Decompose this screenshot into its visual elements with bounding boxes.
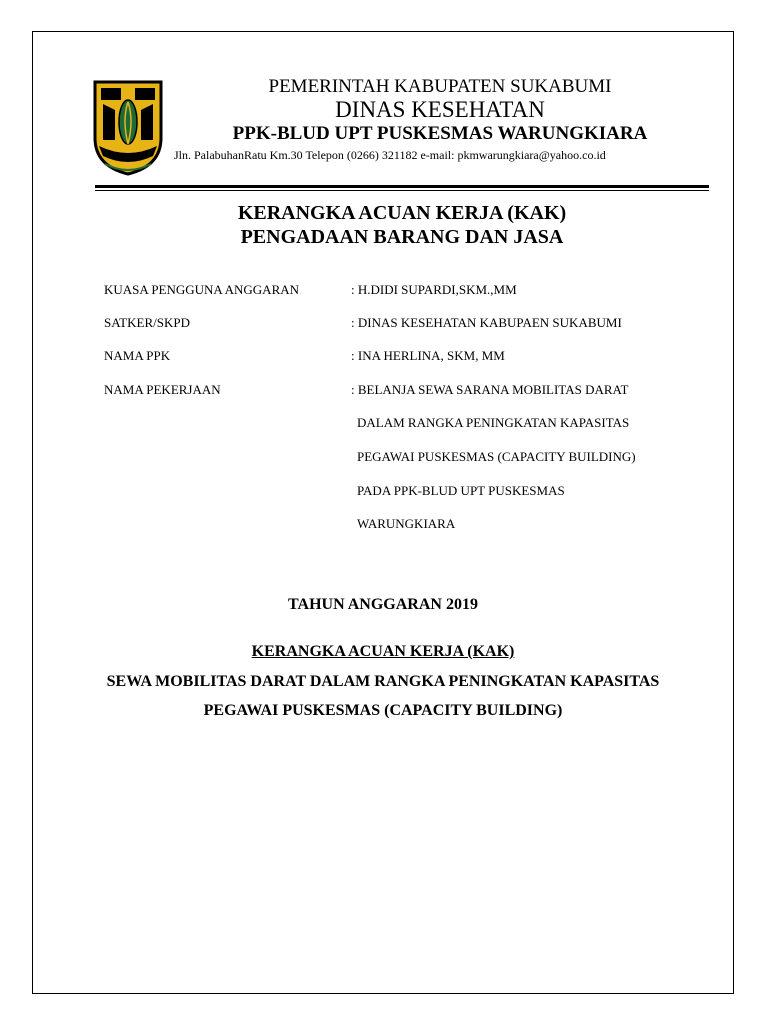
- field-value-pekerjaan-line3: PEGAWAI PUSKESMAS (CAPACITY BUILDING): [357, 449, 636, 464]
- document-title-line2: PENGADAAN BARANG DAN JASA: [240, 226, 564, 248]
- header-government: PEMERINTAH KABUPATEN SUKABUMI: [268, 76, 612, 97]
- header-divider-thin: [95, 190, 709, 191]
- subtitle-kak: KERANGKA ACUAN KERJA (KAK): [251, 643, 515, 660]
- field-value-pekerjaan: : BELANJA SEWA SARANA MOBILITAS DARAT: [351, 382, 629, 397]
- field-value-pekerjaan-line2: DALAM RANGKA PENINGKATAN KAPASITAS: [357, 415, 630, 430]
- description-line1: SEWA MOBILITAS DARAT DALAM RANGKA PENINGKATAN KAPASITAS: [106, 673, 660, 690]
- fiscal-year: TAHUN ANGGARAN 2019: [288, 596, 478, 613]
- field-value-kpa: : H.DIDI SUPARDI,SKM.,MM: [351, 282, 517, 297]
- field-label-ppk: NAMA PPK: [104, 348, 171, 363]
- field-label-satker: SATKER/SKPD: [104, 315, 190, 330]
- field-value-satker: : DINAS KESEHATAN KABUPAEN SUKABUMI: [351, 315, 622, 330]
- description-line2: PEGAWAI PUSKESMAS (CAPACITY BUILDING): [203, 702, 563, 719]
- header-divider-thick: [95, 185, 709, 188]
- field-value-pekerjaan-line4: PADA PPK-BLUD UPT PUSKESMAS: [357, 483, 565, 498]
- sukabumi-coat-of-arms-logo: [91, 80, 165, 176]
- header-address: Jln. PalabuhanRatu Km.30 Telepon (0266) 321182 e-mail: pkmwarungkiara@yahoo.co.id: [174, 148, 606, 162]
- field-label-kpa: KUASA PENGGUNA ANGGARAN: [104, 282, 300, 297]
- field-value-pekerjaan-line5: WARUNGKIARA: [357, 516, 456, 531]
- header-department: DINAS KESEHATAN: [335, 97, 545, 122]
- document-title-line1: KERANGKA ACUAN KERJA (KAK): [237, 202, 567, 224]
- field-value-ppk: : INA HERLINA, SKM, MM: [351, 348, 505, 363]
- field-label-pekerjaan: NAMA PEKERJAAN: [104, 382, 221, 397]
- header-unit: PPK-BLUD UPT PUSKESMAS WARUNGKIARA: [232, 123, 648, 144]
